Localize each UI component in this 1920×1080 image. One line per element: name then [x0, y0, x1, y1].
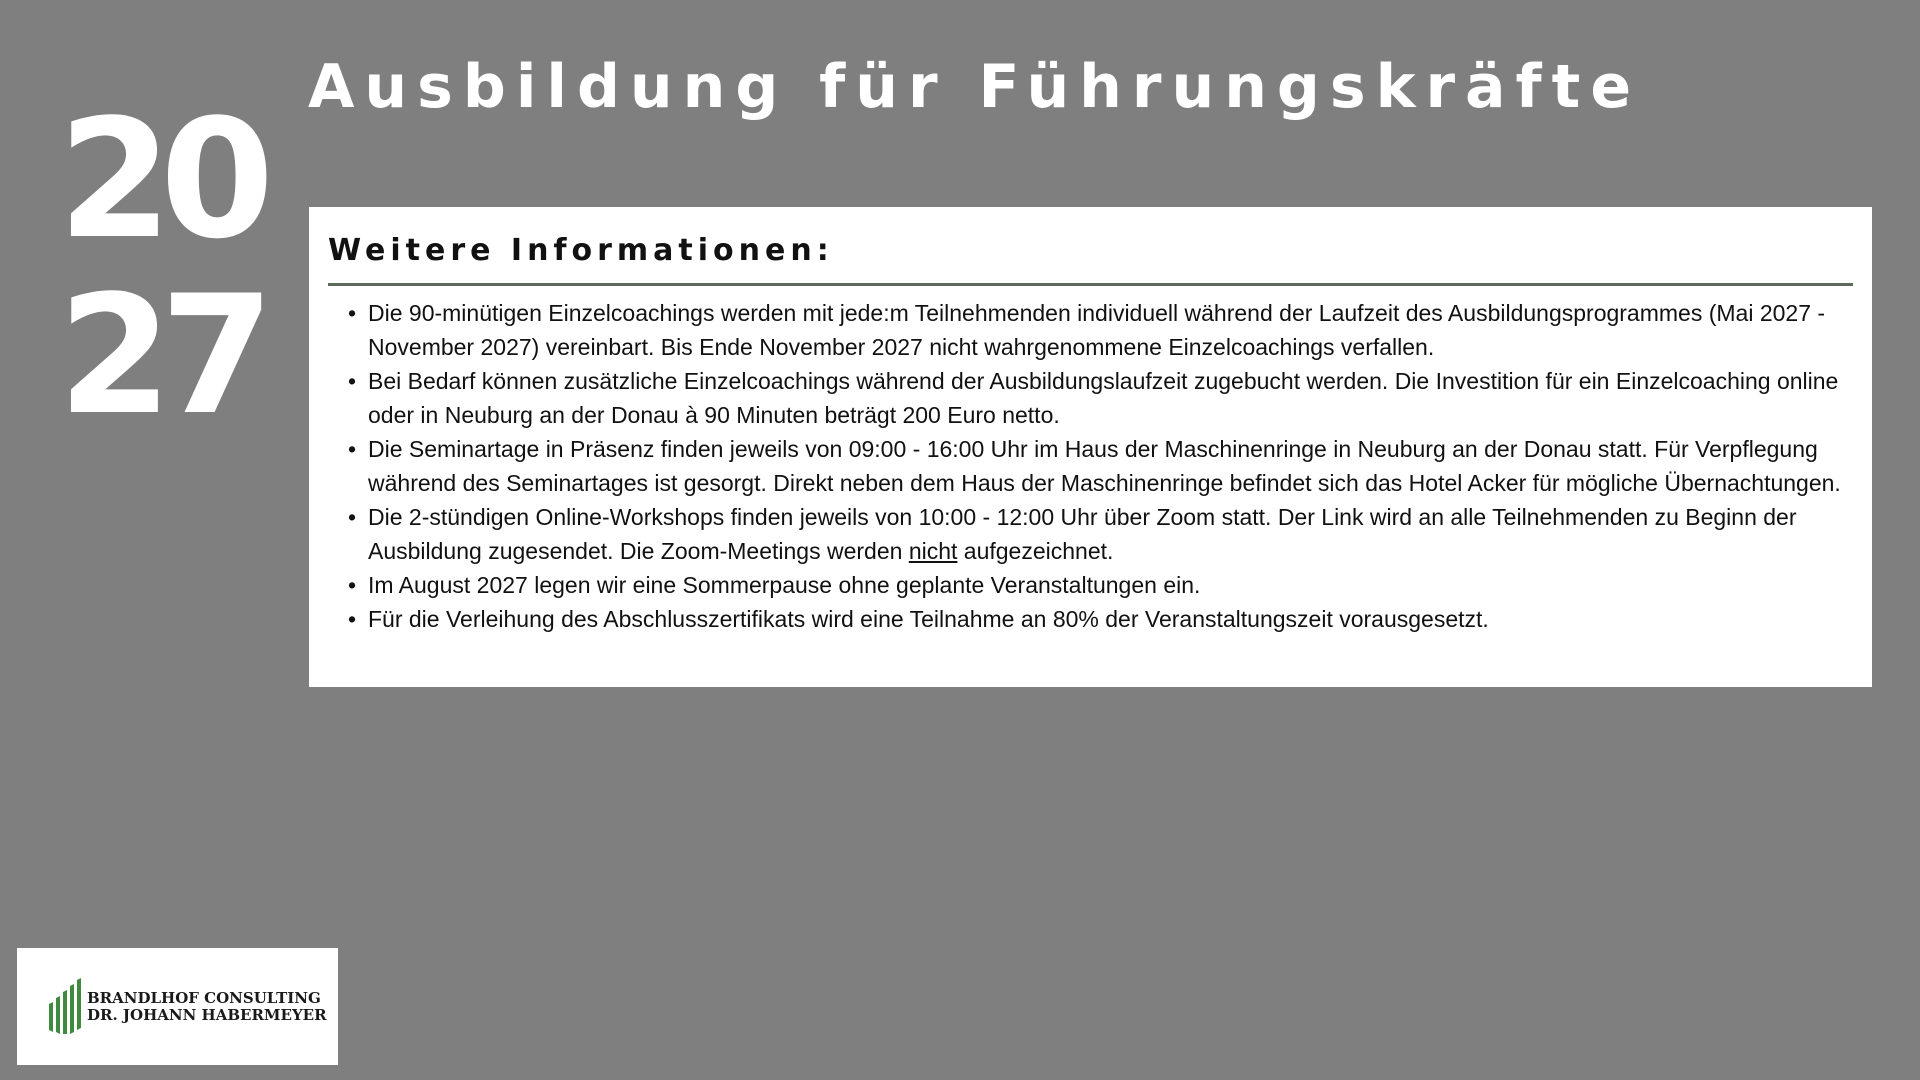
list-item [348, 602, 1841, 636]
list-item-text-start: Die 2-stündigen Online-Workshops finden jeweils von 10:00 - 12:00 Uhr über Zoom statt. Der Link wird an alle Teilnehmenden zu Beginn der Ausbildung zugesendet. Die Zoom-Meetings werden [368, 504, 1797, 564]
bullet-icon: • [348, 300, 357, 326]
list-item-text-end: aufgezeichnet. [957, 538, 1114, 564]
emphasis-text: nicht [908, 538, 958, 564]
list-item [348, 296, 1841, 364]
bullet-icon: • [348, 504, 357, 530]
year-second-half: 27 [58, 260, 263, 451]
list-item [348, 364, 1841, 432]
company-logo [17, 948, 338, 1065]
info-card [309, 207, 1872, 687]
bullet-icon: • [348, 436, 357, 462]
year-first-half: 20 [58, 84, 263, 275]
list-item-text: Für die Verleihung des Abschlusszertifikats wird eine Teilnahme an 80% der Veranstaltungszeit vorausgesetzt. [368, 606, 1489, 632]
list-item [348, 432, 1841, 500]
page-title: Ausbildung für Führungskräfte [308, 52, 1642, 122]
list-item [348, 500, 1841, 568]
list-item-text: Die Seminartage in Präsenz finden jeweils von 09:00 - 16:00 Uhr im Haus der Maschinenringe in Neuburg an der Donau statt. Für Verpflegung während des Seminartages ist gesorgt. Direkt neben dem Haus der Maschinenringe befindet sich das Hotel Acker für mögliche Übernachtungen. [368, 436, 1841, 496]
logo-line-person: DR. JOHANN HABERMEYER [87, 1006, 327, 1024]
logo-line-company: BRANDLHOF CONSULTING [87, 989, 321, 1007]
logo-wordmark [87, 990, 327, 1024]
bullet-icon: • [348, 606, 357, 632]
year-display [58, 84, 263, 451]
bullet-icon: • [348, 368, 357, 394]
list-item-text [368, 504, 1797, 564]
bullet-icon: • [348, 572, 357, 598]
list-item [348, 568, 1841, 602]
list-item-text: Bei Bedarf können zusätzliche Einzelcoachings während der Ausbildungslaufzeit zugebucht werden. Die Investition für ein Einzelcoaching online oder in Neuburg an der Donau à 90 Minuten beträgt 200 Euro netto. [368, 368, 1839, 428]
info-list [328, 296, 1853, 636]
list-item-text: Im August 2027 legen wir eine Sommerpause ohne geplante Veranstaltungen ein. [368, 572, 1201, 598]
list-item-text: Die 90-minütigen Einzelcoachings werden mit jede:m Teilnehmenden individuell während der Laufzeit des Ausbildungsprogrammes (Mai 2027 - November 2027) vereinbart. Bis Ende November 2027 nicht wahrgenommene Einzelcoachings verfallen. [368, 300, 1826, 360]
info-heading: Weitere Informationen: [328, 229, 1853, 286]
building-bars-icon [47, 978, 91, 1034]
